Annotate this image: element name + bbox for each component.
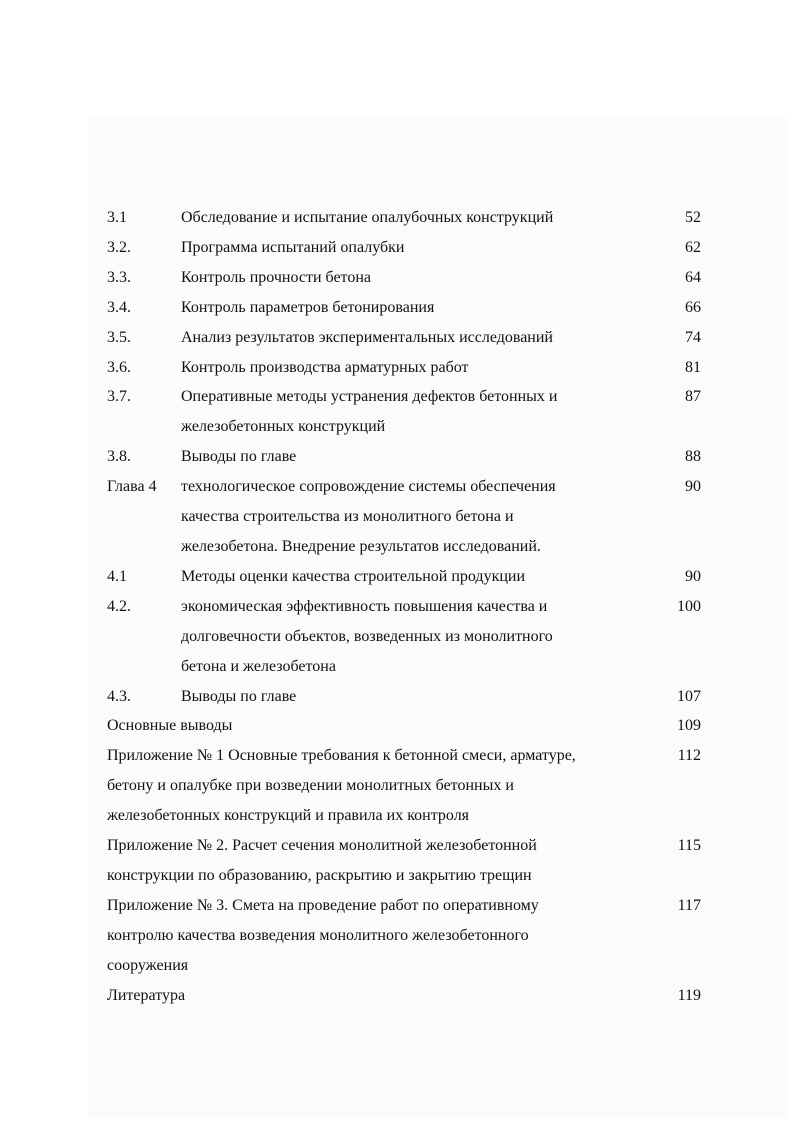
toc-entry-title: Приложение № 3. Смета на проведение работ по оперативному контролю качества возведения монолитного железобетонного сооружения [107,896,539,974]
toc-entry-4-1 [107,562,703,592]
toc-entry-page: 87 [685,388,701,406]
toc-entry-3-7 [107,382,703,442]
toc-entry-4-3 [107,682,703,712]
toc-entry-title: Основные выводы [107,717,233,735]
toc-entry-title: технологическое сопровождение системы обеспечения качества строительства из монолитного бетона и железобетона. Внедрение результатов исследований. [181,478,556,555]
toc-entry-4-2 [107,592,703,682]
toc-entry-3-3 [107,263,703,293]
toc-entry-number: 4.3. [107,687,131,705]
toc-entry-title: Обследование и испытание опалубочных конструкций [181,209,554,226]
table-of-contents [107,203,703,1010]
toc-entry-page: 115 [677,837,701,855]
toc-entry-3-2 [107,233,703,263]
toc-entry-title: Оперативные методы устранения дефектов бетонных и железобетонных конструкций [181,388,558,436]
toc-entry-3-8 [107,442,703,472]
toc-entry-page: 52 [685,209,701,226]
toc-entry-title: Программа испытаний опалубки [181,238,405,256]
toc-entry-title: Контроль прочности бетона [181,268,371,286]
toc-entry-appendix-1 [107,741,703,831]
toc-entry-page: 90 [685,478,701,496]
toc-entry-page: 112 [677,747,701,765]
toc-entry-title: Методы оценки качества строительной продукции [181,567,526,585]
toc-entry-title: Приложение № 2. Расчет сечения монолитной железобетонной конструкции по образованию, раскрытию и закрытию трещин [107,837,537,884]
toc-entry-page: 107 [677,687,701,705]
toc-entry-page: 90 [685,567,701,585]
toc-entry-number: Глава 4 [107,478,157,496]
toc-entry-number: 3.7. [107,388,131,406]
toc-entry-number: 3.4. [107,298,131,316]
toc-entry-page: 81 [685,358,701,376]
toc-entry-title: Выводы по главе [181,687,297,705]
toc-entry-title: экономическая эффективность повышения качества и долговечности объектов, возведенных из монолитного бетона и железобетона [181,597,553,675]
toc-entry-title: Контроль производства арматурных работ [181,358,469,376]
toc-entry-page: 119 [677,986,701,1004]
toc-entry-page: 74 [685,328,701,346]
toc-entry-number: 3.3. [107,268,131,286]
toc-entry-appendix-2 [107,831,703,891]
toc-entry-appendix-3 [107,891,703,981]
toc-entry-title: Выводы по главе [181,448,297,466]
toc-entry-3-1 [107,203,703,233]
toc-entry-3-4 [107,293,703,323]
toc-entry-page: 100 [677,597,701,615]
toc-entry-page: 117 [677,896,701,914]
toc-entry-title: Контроль параметров бетонирования [181,298,435,316]
toc-entry-number: 3.2. [107,238,131,256]
toc-entry-title: Литература [107,986,186,1004]
toc-entry-3-6 [107,353,703,383]
toc-entry-number: 4.1 [107,567,127,585]
toc-entry-page: 109 [677,717,701,735]
toc-entry-literature [107,981,703,1011]
toc-entry-page: 64 [685,268,701,286]
toc-entry-page: 88 [685,448,701,466]
toc-entry-number: 3.8. [107,448,131,466]
toc-entry-number: 3.6. [107,358,131,376]
toc-entry-number: 3.5. [107,328,131,346]
toc-entry-number: 4.2. [107,597,131,615]
toc-entry-number: 3.1 [107,209,127,226]
toc-entry-title: Анализ результатов экспериментальных исследований [181,328,553,346]
toc-entry-main-conclusions [107,711,703,741]
toc-entry-title: Приложение № 1 Основные требования к бетонной смеси, арматуре, бетону и опалубке при возведении монолитных бетонных и железобетонных конструкций и правила их контроля [107,747,576,825]
toc-entry-page: 62 [685,238,701,256]
toc-entry-page: 66 [685,298,701,316]
toc-entry-3-5 [107,323,703,353]
toc-entry-chapter-4 [107,472,703,562]
